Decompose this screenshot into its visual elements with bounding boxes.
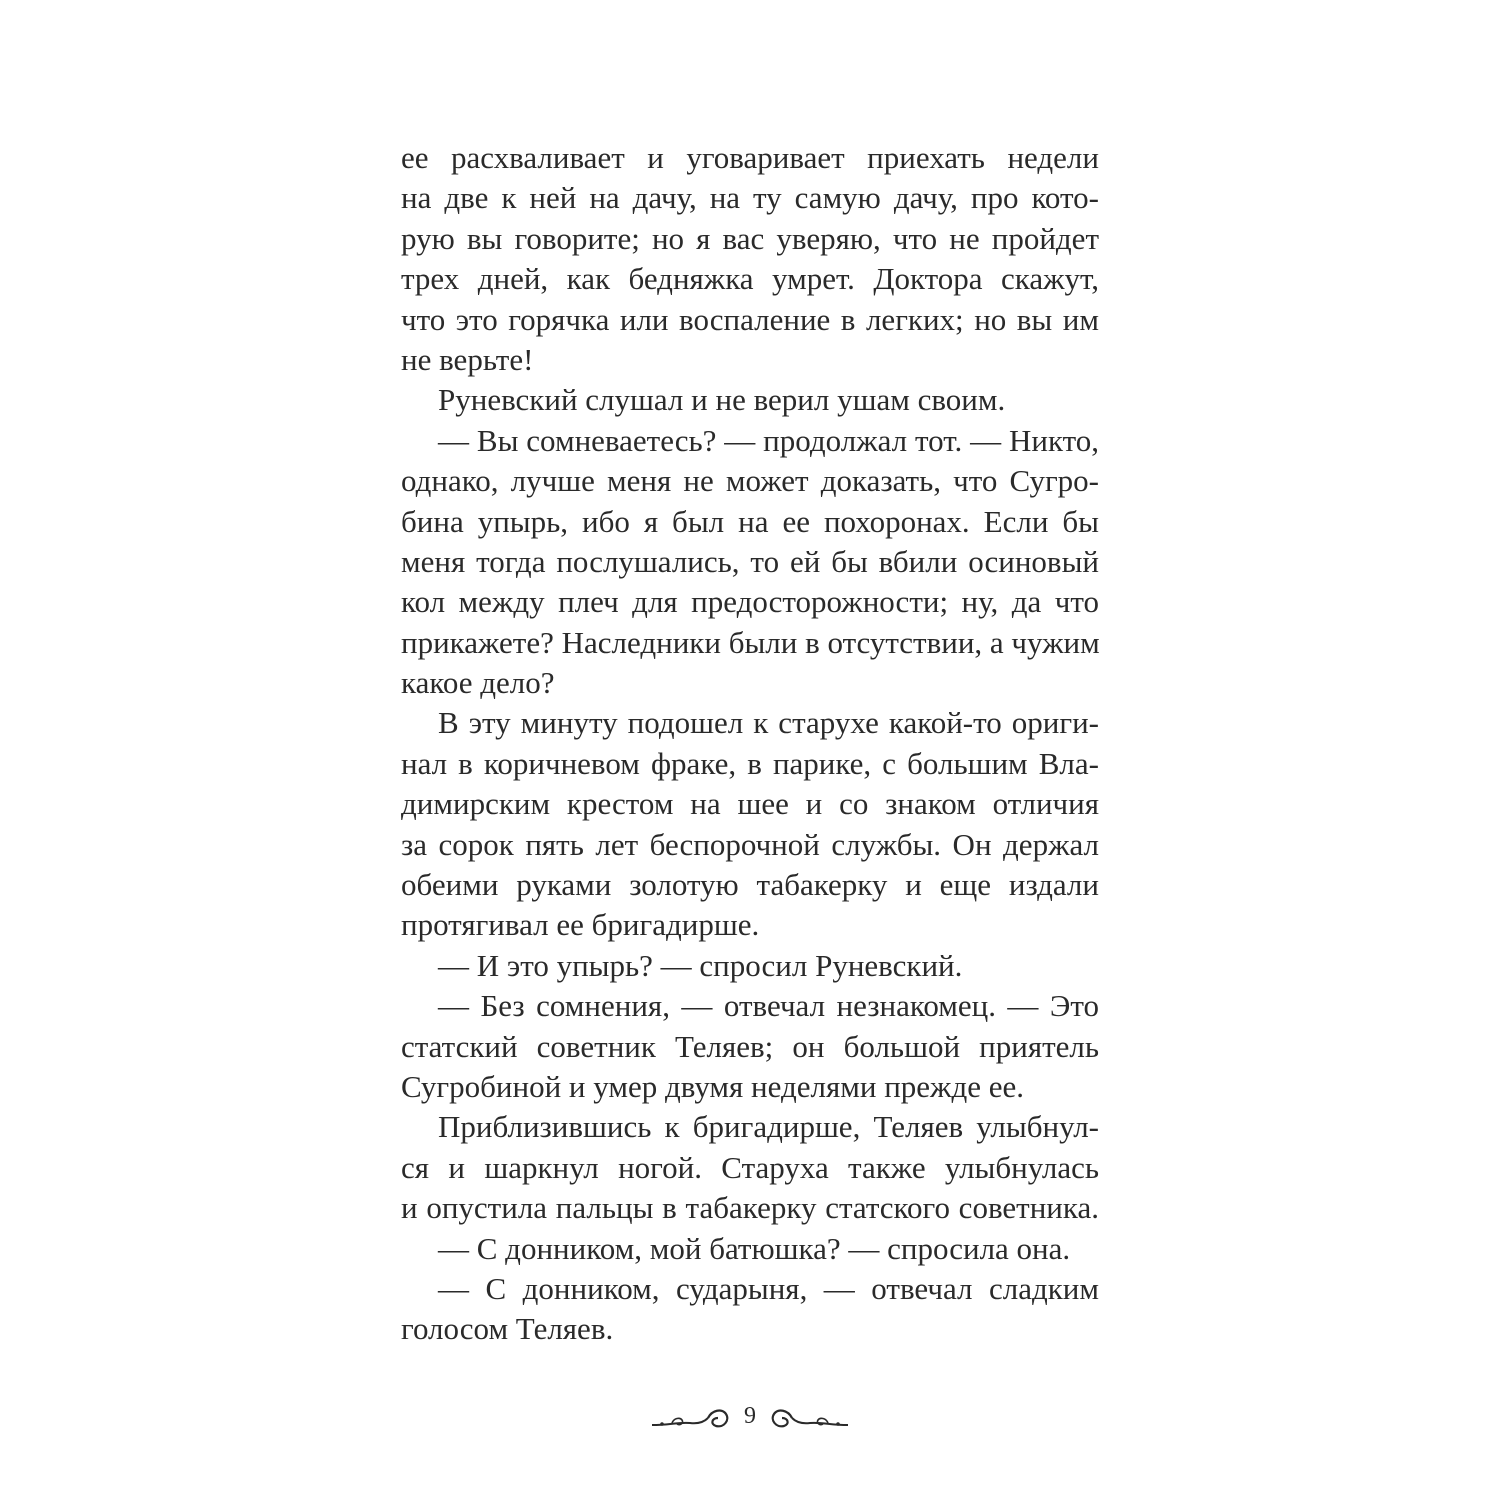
flourish-ornament-icon (760, 1398, 850, 1438)
text-line: голосом Теляев. (401, 1311, 614, 1347)
text-line: — Вы сомневаетесь? — продолжал тот. — Никто, (438, 422, 1099, 458)
text-line: однако, лучше меня не может доказать, что Сугро- (401, 463, 1099, 499)
text-line: на две к ней на дачу, на ту самую дачу, про кото- (401, 180, 1099, 216)
text-line: Приблизившись к бригадирше, Теляев улыбнул- (438, 1109, 1099, 1145)
text-line: прикажете? Наследники были в отсутствии, а чужим (401, 624, 1100, 660)
text-line: В эту минуту подошел к старухе какой-то ориги- (438, 705, 1099, 741)
text-line: статский советник Теляев; он большой приятель (401, 1028, 1099, 1064)
text-line: Руневский слушал и не верил ушам своим. (438, 382, 1006, 418)
text-line: — С донником, мой батюшка? — спросила она. (438, 1230, 1071, 1266)
page-footer (650, 1398, 850, 1438)
text-line: за сорок пять лет беспорочной службы. Он держал (401, 826, 1099, 862)
text-line: кол между плеч для предосторожности; ну, да что (401, 584, 1099, 620)
body-text (401, 138, 1099, 1350)
text-line: — Без сомнения, — отвечал незнакомец. — Это (438, 988, 1099, 1024)
text-line: что это горячка или воспаление в легких; но вы им (401, 301, 1099, 337)
text-line: обеими руками золотую табакерку и еще издали (401, 867, 1099, 903)
page-number: 9 (744, 1403, 756, 1429)
text-line: ся и шаркнул ногой. Старуха также улыбнулась (401, 1149, 1099, 1185)
text-line: нал в коричневом фраке, в парике, с большим Вла- (401, 745, 1099, 781)
text-line: Сугробиной и умер двумя неделями прежде ее. (401, 1068, 1025, 1104)
text-line: ее расхваливает и уговаривает приехать недели (401, 140, 1099, 175)
text-line: не верьте! (401, 341, 534, 377)
text-line: — С донником, сударыня, — отвечал сладким (438, 1270, 1099, 1306)
text-line: трех дней, как бедняжка умрет. Доктора скажут, (401, 261, 1099, 297)
text-line: протягивал ее бригадирше. (401, 907, 760, 943)
text-line: и опустила пальцы в табакерку статского советника. (401, 1190, 1099, 1226)
text-line: — И это упырь? — спросил Руневский. (438, 947, 963, 983)
text-line: бина упырь, ибо я был на ее похоронах. Если бы (401, 503, 1099, 539)
text-line: меня тогда послушались, то ей бы вбили осиновый (401, 543, 1099, 579)
text-line: рую вы говорите; но я вас уверяю, что не пройдет (401, 220, 1099, 256)
text-line: димирским крестом на шее и со знаком отличия (401, 786, 1099, 822)
text-line: какое дело? (401, 665, 555, 701)
flourish-ornament-icon (650, 1398, 740, 1438)
